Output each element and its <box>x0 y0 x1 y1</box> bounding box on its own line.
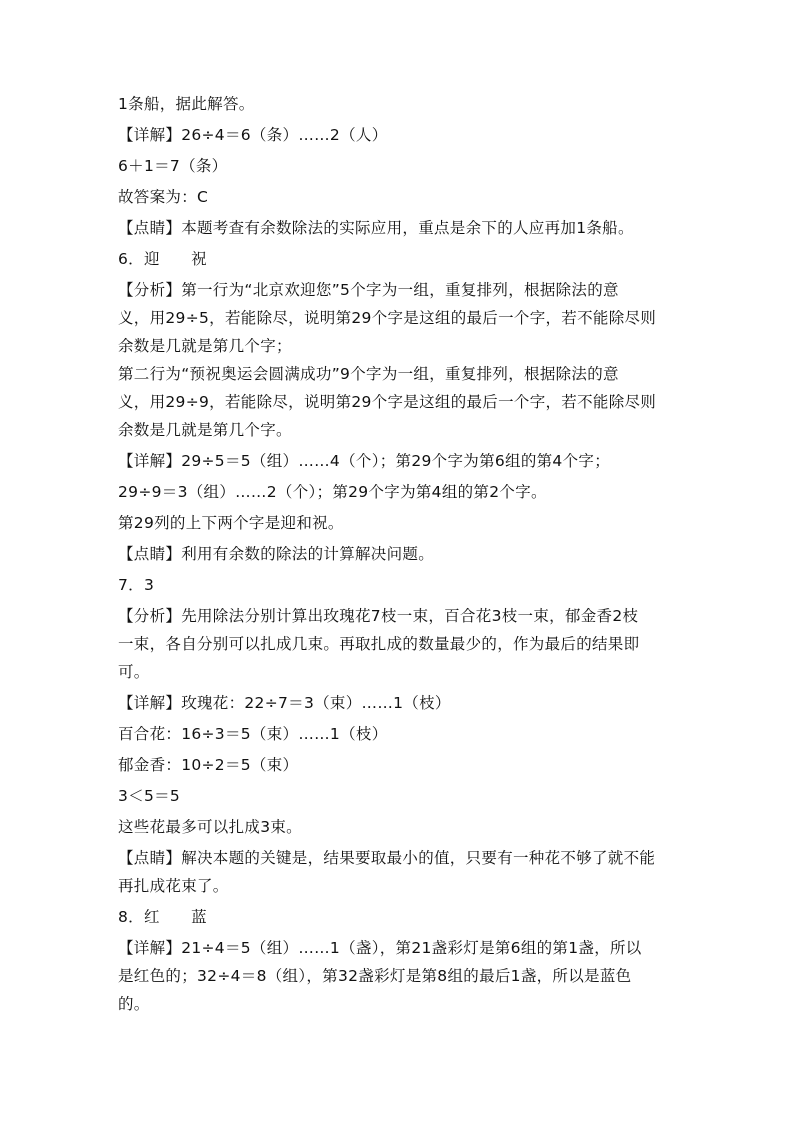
text-line: 再扎成花束了。 <box>118 877 229 895</box>
text-line: 余数是几就是第几个字。 <box>118 421 292 439</box>
document-body <box>118 94 678 1014</box>
question-heading-6: 6．迎 祝 <box>118 250 207 268</box>
comment-line: 【点睛】本题考查有余数除法的实际应用，重点是余下的人应再加1条船。 <box>118 219 634 237</box>
analysis-line: 【分析】先用除法分别计算出玫瑰花7枝一束，百合花3枝一束，郁金香2枝 <box>118 607 639 625</box>
text-line: 可。 <box>118 663 150 681</box>
text-line: 义，用29÷9，若能除尽，说明第29个字是这组的最后一个字，若不能除尽则 <box>118 393 657 411</box>
text-line: 6＋1＝7（条） <box>118 157 228 175</box>
text-line: 第29列的上下两个字是迎和祝。 <box>118 514 344 532</box>
text-line: 余数是几就是第几个字； <box>118 337 292 355</box>
comment-line: 【点睛】解决本题的关键是，结果要取最小的值，只要有一种花不够了就不能 <box>118 849 656 867</box>
text-line: 29÷9＝3（组）……2（个）；第29个字为第4组的第2个字。 <box>118 483 547 501</box>
text-line: 3＜5＝5 <box>118 787 181 805</box>
text-line: 百合花：16÷3＝5（束）……1（枝） <box>118 725 388 743</box>
question-heading-8: 8．红 蓝 <box>118 908 207 926</box>
text-line: 一束，各自分别可以扎成几束。再取扎成的数量最少的，作为最后的结果即 <box>118 635 640 653</box>
answer-line: 故答案为：C <box>118 188 209 206</box>
text-line: 义，用29÷5，若能除尽，说明第29个字是这组的最后一个字，若不能除尽则 <box>118 309 657 327</box>
detail-line: 【详解】29÷5＝5（组）……4（个）；第29个字为第6组的第4个字； <box>118 452 610 470</box>
text-line: 第二行为“预祝奥运会圆满成功”9个字为一组，重复排列，根据除法的意 <box>118 365 619 383</box>
text-line: 郁金香：10÷2＝5（束） <box>118 756 299 774</box>
comment-line: 【点睛】利用有余数的除法的计算解决问题。 <box>118 545 435 563</box>
detail-line: 【详解】21÷4＝5（组）……1（盏），第21盏彩灯是第6组的第1盏，所以 <box>118 939 642 957</box>
question-heading-7: 7．3 <box>118 576 155 594</box>
detail-line: 【详解】26÷4＝6（条）……2（人） <box>118 126 388 144</box>
text-line: 这些花最多可以扎成3束。 <box>118 818 302 836</box>
detail-line: 【详解】玫瑰花：22÷7＝3（束）……1（枝） <box>118 694 451 712</box>
text-line: 是红色的；32÷4＝8（组），第32盏彩灯是第8组的最后1盏，所以是蓝色 <box>118 967 632 985</box>
text-line: 1条船，据此解答。 <box>118 95 255 113</box>
text-line: 的。 <box>118 995 150 1013</box>
analysis-line: 【分析】第一行为“北京欢迎您”5个字为一组，重复排列，根据除法的意 <box>118 281 619 299</box>
